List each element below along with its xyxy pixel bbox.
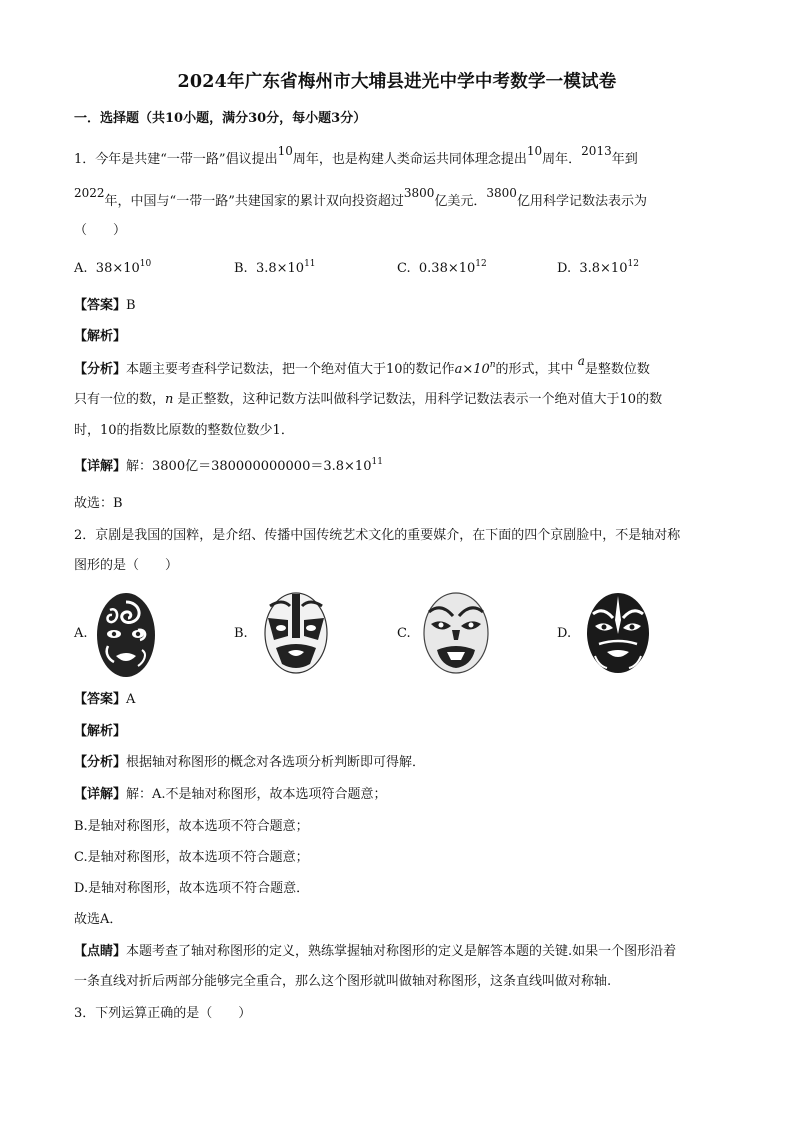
analysis-text: 只有一位的数，	[74, 392, 166, 407]
q2-answer	[74, 691, 135, 709]
option-label: B.	[234, 626, 248, 641]
page-title: 2024年广东省梅州市大埔县进光中学中考数学一模试卷	[177, 72, 617, 92]
q1-option-a[interactable]	[74, 260, 151, 278]
analysis-text: 是整数位数	[584, 362, 650, 377]
option-label: A.	[74, 261, 88, 276]
option-label: D.	[557, 626, 572, 641]
opera-mask-spiral-icon	[94, 590, 158, 680]
analysis-text: 的形式，其中	[495, 362, 574, 377]
detail-tag: 【详解】	[74, 787, 127, 802]
q1-option-c[interactable]	[397, 260, 487, 278]
q1-conclusion: 故选：B	[74, 496, 123, 511]
answer-value: A	[126, 692, 136, 707]
q1-line-1	[74, 144, 638, 169]
q1-number: 10	[526, 144, 543, 158]
comment-text: 本题考查了轴对称图形的定义，熟练掌握轴对称图形的定义是解答本题的关键.如果一个图形沿着	[126, 944, 677, 959]
analysis-text: 根据轴对称图形的概念对各选项分析判断即可得解．	[126, 755, 426, 770]
q1-jiexi-tag: 【解析】	[74, 329, 127, 344]
analysis-expression: a×10	[454, 362, 490, 377]
q2-analysis	[74, 754, 425, 772]
q1-blank: （ ）	[74, 223, 127, 238]
q1-text: 年，中国与“一带一路”共建国家的累计双向投资超过	[104, 194, 404, 209]
detail-exponent: 11	[371, 457, 383, 467]
option-exponent: 12	[475, 259, 487, 269]
q1-number: 10	[277, 144, 293, 158]
analysis-tag: 【分析】	[74, 362, 127, 377]
option-value: 0.38×10	[418, 261, 476, 276]
option-exponent: 11	[304, 259, 316, 269]
q1-answer	[74, 297, 136, 315]
analysis-exponent: n	[489, 360, 496, 370]
analysis-variable: a	[577, 354, 585, 368]
answer-tag: 【答案】	[74, 298, 127, 313]
q2-conclusion: 故选A．	[74, 912, 123, 927]
q1-option-b[interactable]	[234, 260, 316, 278]
section-heading: 一．选择题（共10小题，满分30分，每小题3分）	[74, 111, 367, 126]
q1-number: 3800	[403, 186, 435, 200]
q3-line-1: 3．下列运算正确的是（ ）	[74, 1006, 252, 1021]
detail-text: 解：3800亿＝380000000000＝3.8×10	[126, 459, 372, 474]
q1-text: 亿用科学记数法表示为	[516, 194, 647, 209]
q1-number: 2013	[581, 144, 612, 158]
comment-tag: 【点睛】	[74, 944, 127, 959]
q2-option-c[interactable]	[397, 590, 547, 680]
q1-analysis-line-1	[74, 354, 650, 379]
q1-text: 1．今年是共建“一带一路”倡议提出	[74, 152, 278, 167]
q1-option-d[interactable]	[557, 260, 639, 278]
option-label: C.	[397, 261, 411, 276]
answer-value: B	[126, 298, 136, 313]
q2-detail-c: C.是轴对称图形，故本选项不符合题意；	[74, 850, 309, 865]
detail-text: 解：A.不是轴对称图形，故本选项符合题意；	[126, 787, 387, 802]
q1-line-2	[74, 186, 647, 211]
q2-line-2: 图形的是（ ）	[74, 558, 179, 573]
q2-detail	[74, 786, 387, 804]
q1-detail	[74, 458, 383, 476]
q2-comment-line-2: 一条直线对折后两部分能够完全重合，那么这个图形就叫做轴对称图形，这条直线叫做对称轴.	[74, 974, 612, 989]
option-value: 38×10	[95, 261, 140, 276]
q1-analysis-line-2	[74, 391, 662, 409]
q2-option-a[interactable]	[74, 590, 224, 680]
answer-tag: 【答案】	[74, 692, 127, 707]
q2-comment-line-1	[74, 943, 676, 961]
q2-detail-d: D.是轴对称图形，故本选项不符合题意．	[74, 881, 310, 896]
analysis-text: 本题主要考查科学记数法，把一个绝对值大于10的数记作	[126, 362, 455, 377]
q2-jiexi-tag: 【解析】	[74, 724, 127, 739]
q2-line-1: 2．京剧是我国的国粹，是介绍、传播中国传统艺术文化的重要媒介，在下面的四个京剧脸中，不是轴对称	[74, 528, 681, 543]
option-label: B.	[234, 261, 248, 276]
q2-option-b[interactable]	[234, 590, 384, 680]
opera-mask-symmetric-icon	[262, 590, 330, 676]
detail-tag: 【详解】	[74, 459, 127, 474]
option-value: 3.8×10	[579, 261, 628, 276]
option-exponent: 12	[627, 259, 639, 269]
analysis-variable: n	[165, 392, 174, 407]
analysis-text: 是正整数，这种记数方法叫做科学记数法，用科学记数法表示一个绝对值大于10的数	[177, 392, 663, 407]
q1-number: 2022	[74, 186, 105, 200]
option-exponent: 10	[139, 259, 152, 269]
q1-number: 3800	[486, 186, 517, 200]
opera-mask-white-icon	[421, 590, 491, 676]
option-label: D.	[557, 261, 572, 276]
analysis-tag: 【分析】	[74, 755, 127, 770]
q1-text: 周年．	[542, 152, 582, 167]
q2-option-d[interactable]	[557, 590, 707, 680]
q1-text: 周年，也是构建人类命运共同体理念提出	[292, 152, 527, 167]
option-label: A.	[74, 626, 88, 641]
q1-text: 年到	[611, 152, 638, 167]
q1-analysis-line-3: 时，10的指数比原数的整数位数少1．	[74, 423, 294, 438]
q1-text: 亿美元．	[434, 194, 487, 209]
option-label: C.	[397, 626, 411, 641]
opera-mask-black-icon	[585, 590, 651, 676]
option-value: 3.8×10	[255, 261, 305, 276]
q2-detail-b: B.是轴对称图形，故本选项不符合题意；	[74, 819, 309, 834]
